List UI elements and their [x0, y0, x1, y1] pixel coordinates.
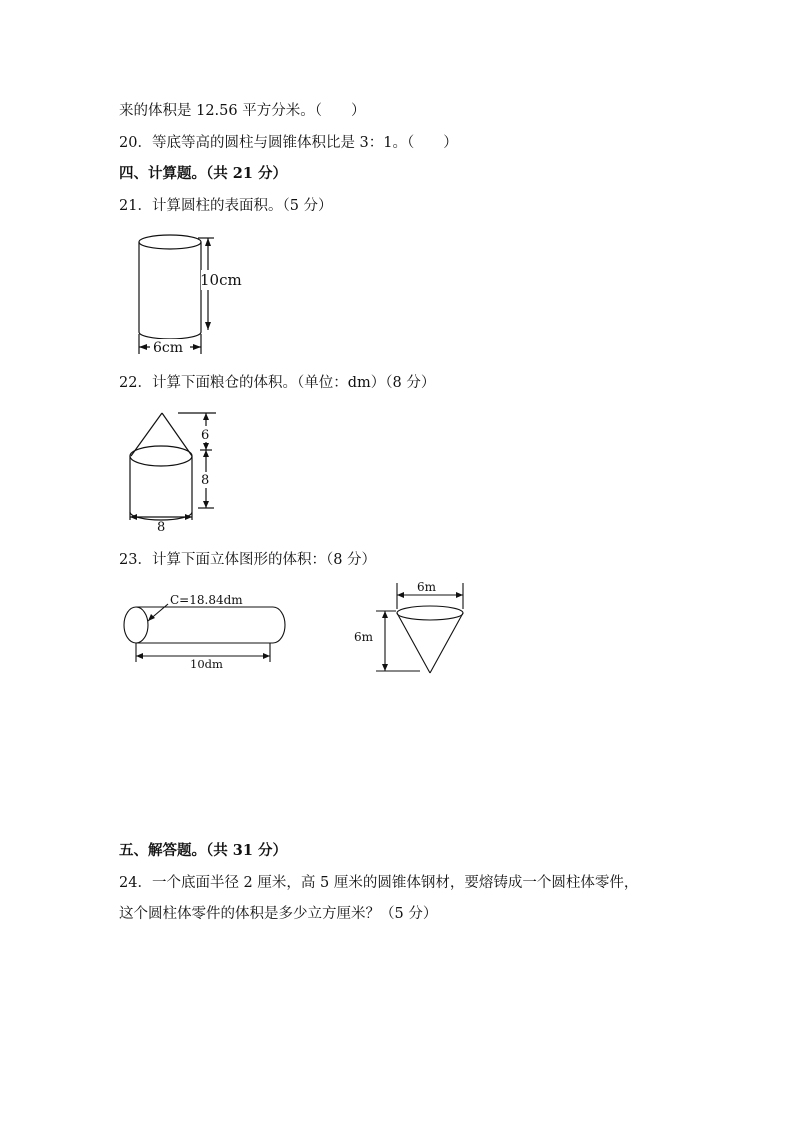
cone-figure-q23: [350, 575, 480, 680]
question-24-line-2: 这个圆柱体零件的体积是多少立方厘米？（5 分）: [119, 906, 438, 922]
question-24-line-1: 24．一个底面半径 2 厘米，高 5 厘米的圆锥体钢材，要熔铸成一个圆柱体零件，: [119, 875, 639, 891]
horizontal-cylinder-figure-q23: [120, 588, 290, 673]
question-21: 21．计算圆柱的表面积。（5 分）: [119, 198, 333, 214]
question-20: 20．等底等高的圆柱与圆锥体积比是 3：1。（ ）: [119, 135, 458, 151]
section-4-heading: 四、计算题。（共 21 分）: [119, 165, 288, 182]
circumference-label: C=18.84dm: [170, 593, 243, 607]
question-22: 22．计算下面粮仓的体积。（单位：dm）（8 分）: [119, 375, 436, 391]
question-19-continuation: 来的体积是 12.56 平方分米。（ ）: [119, 103, 366, 119]
question-23: 23．计算下面立体图形的体积：（8 分）: [119, 552, 377, 568]
granary-figure-q22: [120, 406, 230, 536]
cylinder-figure-q21: [130, 228, 250, 360]
cone-height-label: 6m: [354, 630, 374, 644]
section-5-heading: 五、解答题。（共 31 分）: [119, 842, 288, 859]
diameter-label: 8: [157, 520, 166, 535]
cylinder-height-label: 8: [201, 473, 210, 488]
cylinder-width-label: 6cm: [153, 340, 184, 356]
cone-diameter-label: 6m: [417, 580, 437, 594]
cylinder-height-label: 10cm: [200, 271, 242, 289]
length-label: 10dm: [190, 657, 223, 671]
cone-height-label: 6: [201, 428, 210, 443]
